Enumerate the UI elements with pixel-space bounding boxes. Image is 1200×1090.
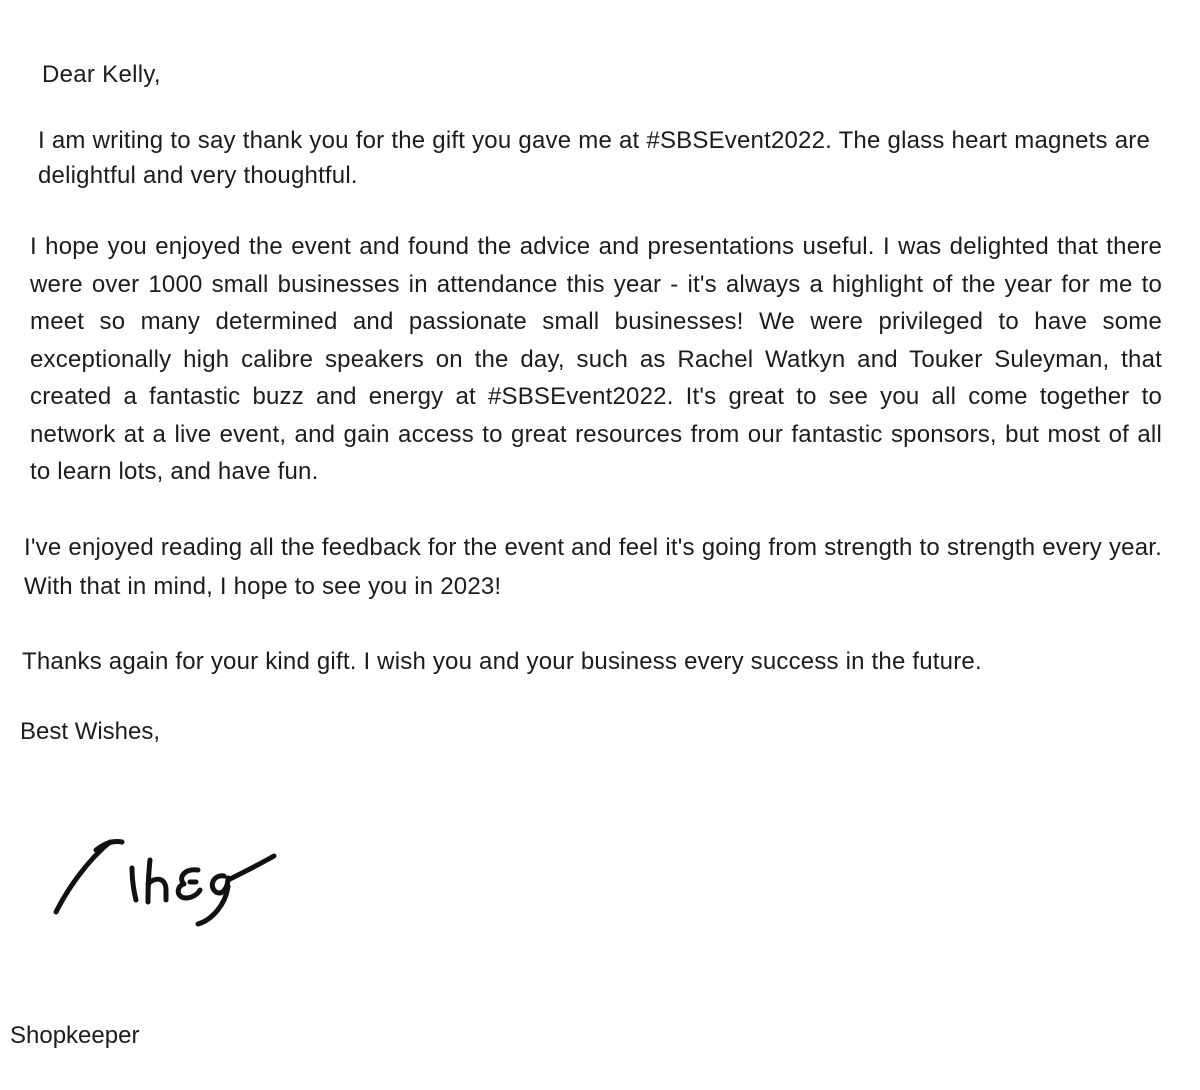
letter-paragraph-closing-wish: Thanks again for your kind gift. I wish you and your business every success in the future. — [22, 648, 982, 675]
letter-paragraph-thanks: I am writing to say thank you for the gift you gave me at #SBSEvent2022. The glass heart magnets are delightful and very thoughtful. — [38, 127, 1150, 189]
signer-title: Shopkeeper — [10, 1022, 140, 1049]
handwritten-signature — [48, 820, 288, 940]
letter-greeting: Dear Kelly, — [42, 61, 161, 88]
letter-paragraph-event: I hope you enjoyed the event and found the advice and presentations useful. I was delighted that there were over 1000 small businesses in attendance this year - it's always a highlight of the year for me to meet so many determined and passionate small businesses! We were privileged to have some exceptionally high calibre speakers on the day, such as Rachel Watkyn and Touker Suleyman, that created a fantastic buzz and energy at #SBSEvent2022. It's great to see you all come together to network at a live event, and gain access to great resources from our fantastic sponsors, but most of all to learn lots, and have fun. — [30, 233, 1162, 485]
letter-closing: Best Wishes, — [20, 718, 161, 745]
letter-paragraph-feedback: I've enjoyed reading all the feedback for the event and feel it's going from strength to strength every year. With that in mind, I hope to see you in 2023! — [24, 534, 1162, 600]
